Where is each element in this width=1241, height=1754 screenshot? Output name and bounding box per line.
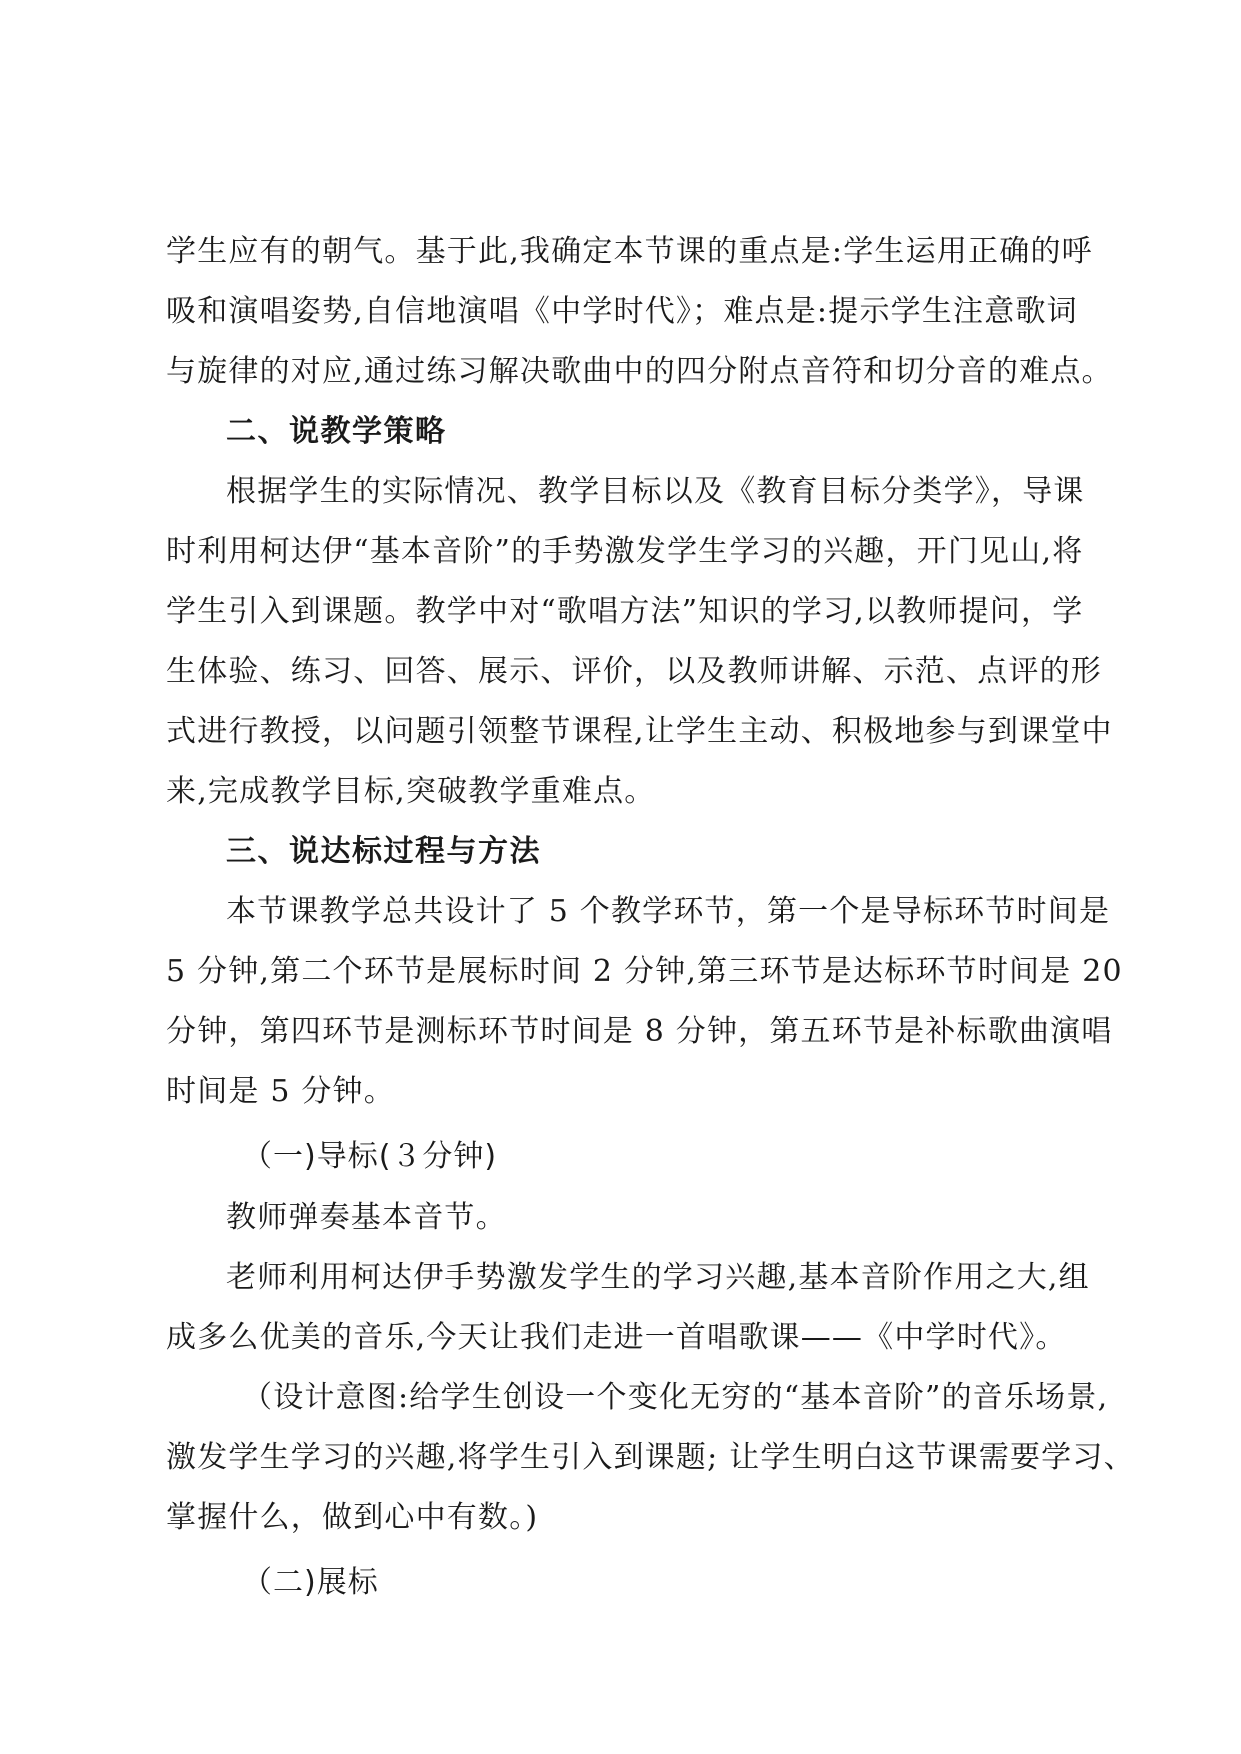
subsection-heading-guide: （一)导标(３分钟)	[242, 1139, 498, 1174]
paragraph-line: 生体验、练习、回答、展示、评价，以及教师讲解、示范、点评的形	[166, 654, 1102, 689]
paragraph-line: 学生应有的朝气。基于此,我确定本节课的重点是:学生运用正确的呼	[166, 234, 1093, 269]
paragraph-line: 本节课教学总共设计了 5 个教学环节，第一个是导标环节时间是	[226, 894, 1111, 929]
paragraph-line: 教师弹奏基本音节。	[226, 1200, 507, 1235]
design-note-line: 激发学生学习的兴趣,将学生引入到课题; 让学生明白这节课需要学习、	[166, 1440, 1135, 1475]
paragraph-line: 根据学生的实际情况、教学目标以及《教育目标分类学》，导课	[226, 474, 1085, 509]
document-page	[166, 222, 1135, 1614]
section-heading-process-method: 三、说达标过程与方法	[226, 834, 541, 869]
design-note-line: （设计意图:给学生创设一个变化无穷的“基本音阶”的音乐场景,	[242, 1380, 1109, 1415]
paragraph-line: 时利用柯达伊“基本音阶”的手势激发学生学习的兴趣，开门见山,将	[166, 534, 1084, 569]
paragraph-line: 成多么优美的音乐,今天让我们走进一首唱歌课——《中学时代》。	[166, 1320, 1067, 1355]
section-heading-teaching-strategy: 二、说教学策略	[226, 414, 447, 449]
paragraph-line: 老师利用柯达伊手势激发学生的学习兴趣,基本音阶作用之大,组	[226, 1260, 1090, 1295]
subsection-heading-display: （二)展标	[242, 1565, 379, 1600]
design-note-line: 掌握什么，做到心中有数。)	[166, 1500, 539, 1535]
paragraph-line: 分钟，第四环节是测标环节时间是 8 分钟，第五环节是补标歌曲演唱	[166, 1014, 1113, 1049]
paragraph-line: 时间是 5 分钟。	[166, 1074, 395, 1109]
paragraph-line: 学生引入到课题。教学中对“歌唱方法”知识的学习,以教师提问，学	[166, 594, 1084, 629]
paragraph-line: 式进行教授，以问题引领整节课程,让学生主动、积极地参与到课堂中	[166, 714, 1113, 749]
paragraph-line: 5 分钟,第二个环节是展标时间 2 分钟,第三环节是达标环节时间是 20	[166, 954, 1123, 989]
paragraph-line: 与旋律的对应,通过练习解决歌曲中的四分附点音符和切分音的难点。	[166, 354, 1113, 389]
paragraph-line: 吸和演唱姿势,自信地演唱《中学时代》；难点是:提示学生注意歌词	[166, 294, 1078, 329]
paragraph-line: 来,完成教学目标,突破教学重难点。	[166, 774, 656, 809]
